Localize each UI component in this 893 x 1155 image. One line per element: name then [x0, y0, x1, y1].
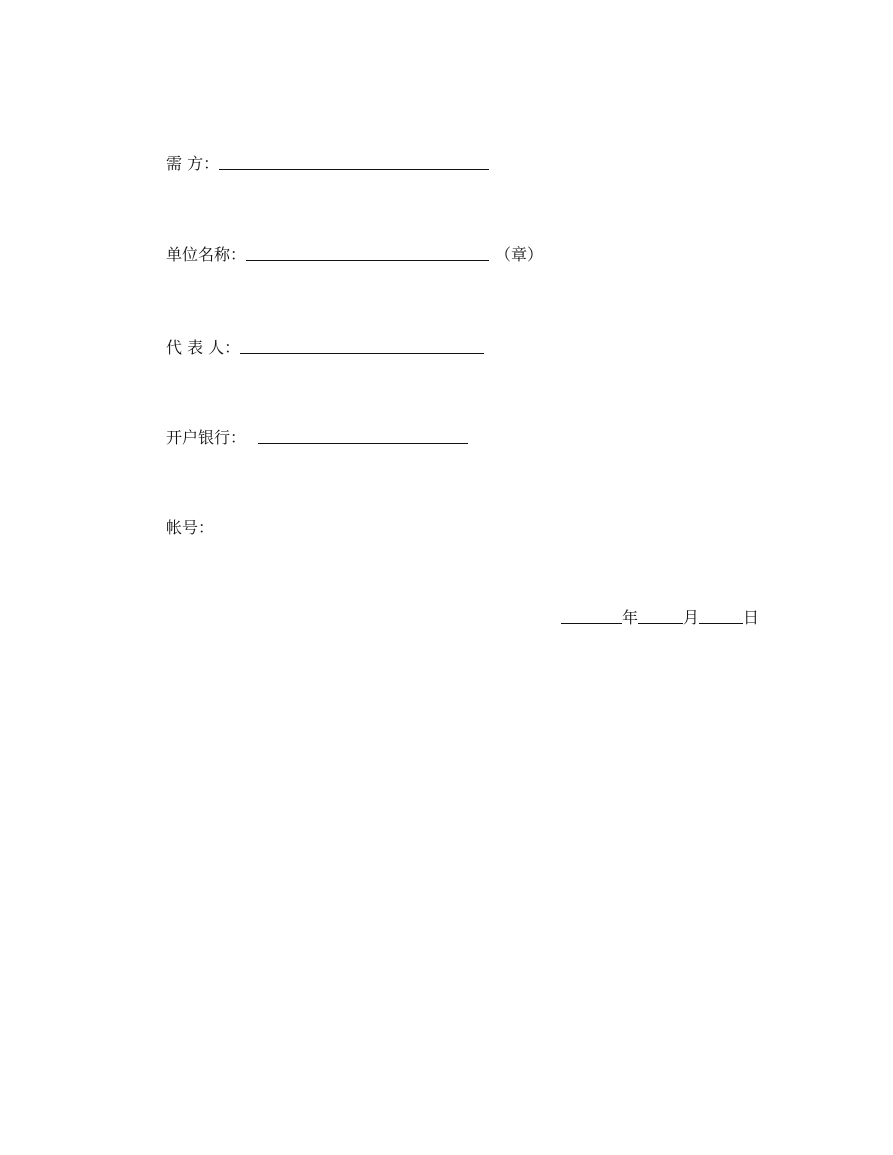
account-label: 帐号： — [166, 518, 215, 537]
date-year-blank[interactable] — [561, 605, 622, 624]
representative-blank[interactable] — [240, 335, 484, 354]
demand-party-label: 需 方： — [166, 154, 220, 173]
unit-name-blank[interactable] — [246, 242, 489, 261]
seal-note: （章） — [495, 245, 544, 264]
date-month-label: 月 — [683, 608, 700, 627]
date-row — [561, 604, 759, 628]
date-day-blank[interactable] — [699, 605, 743, 624]
account-row — [166, 514, 214, 538]
representative-label: 代 表 人： — [166, 338, 241, 357]
date-year-label: 年 — [622, 608, 639, 627]
date-month-blank[interactable] — [638, 605, 683, 624]
unit-name-label: 单位名称： — [166, 245, 247, 264]
bank-row — [166, 424, 468, 448]
representative-row — [166, 334, 484, 358]
bank-label: 开户银行： — [166, 428, 247, 447]
demand-party-row — [166, 150, 489, 174]
unit-name-row — [166, 241, 543, 265]
date-day-label: 日 — [743, 608, 760, 627]
bank-blank[interactable] — [258, 425, 468, 444]
demand-party-blank[interactable] — [219, 151, 489, 170]
